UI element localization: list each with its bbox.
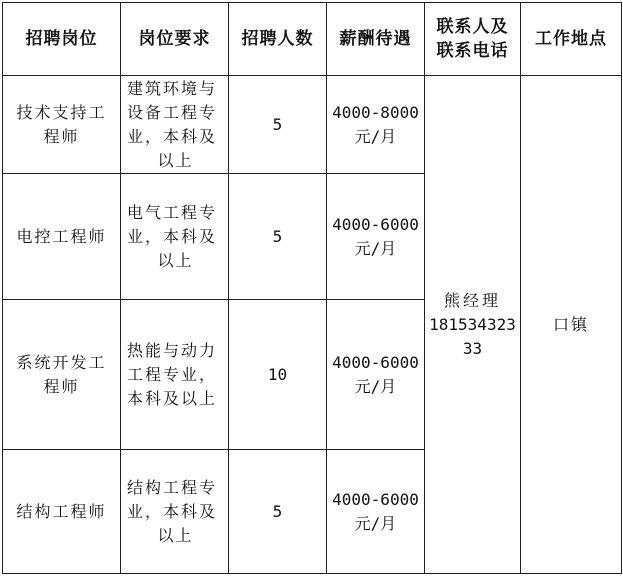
requirement-line: 业，本科及 bbox=[127, 501, 218, 521]
contact-phone-line: 33 bbox=[462, 338, 483, 358]
requirement-line: 以上 bbox=[157, 250, 194, 270]
count-cell: 5 bbox=[229, 174, 327, 300]
recruitment-table bbox=[2, 2, 622, 574]
position-cell: 结构工程师 bbox=[3, 450, 121, 574]
salary-cell bbox=[327, 76, 425, 174]
requirement-line: 电气工程专 bbox=[127, 202, 218, 222]
requirements-cell bbox=[121, 450, 229, 574]
requirements-cell bbox=[121, 300, 229, 450]
requirement-line: 热能与动力 bbox=[127, 340, 218, 360]
salary-cell bbox=[327, 450, 425, 574]
salary-unit: 元/月 bbox=[354, 126, 397, 146]
header-position: 招聘岗位 bbox=[3, 3, 121, 76]
contact-phone-line: 181534323 bbox=[429, 314, 516, 334]
requirements-cell bbox=[121, 76, 229, 174]
header-salary: 薪酬待遇 bbox=[327, 3, 425, 76]
count-cell: 10 bbox=[229, 300, 327, 450]
salary-cell bbox=[327, 300, 425, 450]
position-line: 系统开发工 bbox=[16, 352, 107, 372]
header-contact bbox=[425, 3, 521, 76]
header-count: 招聘人数 bbox=[229, 3, 327, 76]
requirement-line: 结构工程专 bbox=[127, 477, 218, 497]
position-line: 技术支持工 bbox=[16, 102, 107, 122]
header-row bbox=[3, 3, 622, 76]
requirements-cell bbox=[121, 174, 229, 300]
salary-unit: 元/月 bbox=[354, 513, 397, 533]
salary-cell bbox=[327, 174, 425, 300]
position-line: 程师 bbox=[43, 126, 80, 146]
position-line: 程师 bbox=[43, 376, 80, 396]
salary-amount: 4000-6000 bbox=[332, 214, 419, 234]
requirement-line: 设备工程专 bbox=[127, 102, 218, 122]
header-contact-line1: 联系人及 bbox=[436, 17, 509, 37]
header-contact-line2: 联系电话 bbox=[436, 41, 509, 61]
requirement-line: 以上 bbox=[157, 525, 194, 545]
location-cell: 口镇 bbox=[521, 76, 622, 574]
salary-amount: 4000-8000 bbox=[332, 102, 419, 122]
contact-name: 熊经理 bbox=[443, 290, 501, 310]
requirement-line: 业，本科及 bbox=[127, 126, 218, 146]
salary-amount: 4000-6000 bbox=[332, 352, 419, 372]
position-cell bbox=[3, 300, 121, 450]
header-requirements: 岗位要求 bbox=[121, 3, 229, 76]
requirement-line: 以上 bbox=[157, 150, 194, 170]
table-row bbox=[3, 76, 622, 174]
salary-unit: 元/月 bbox=[354, 238, 397, 258]
position-cell: 电控工程师 bbox=[3, 174, 121, 300]
requirement-line: 业，本科及 bbox=[127, 226, 218, 246]
header-location: 工作地点 bbox=[521, 3, 622, 76]
requirement-line: 建筑环境与 bbox=[127, 78, 218, 98]
salary-unit: 元/月 bbox=[354, 376, 397, 396]
position-cell bbox=[3, 76, 121, 174]
salary-amount: 4000-6000 bbox=[332, 489, 419, 509]
requirement-line: 工程专业， bbox=[127, 364, 218, 384]
contact-cell bbox=[425, 76, 521, 574]
count-cell: 5 bbox=[229, 76, 327, 174]
requirement-line: 本科及以上 bbox=[127, 388, 218, 408]
count-cell: 5 bbox=[229, 450, 327, 574]
